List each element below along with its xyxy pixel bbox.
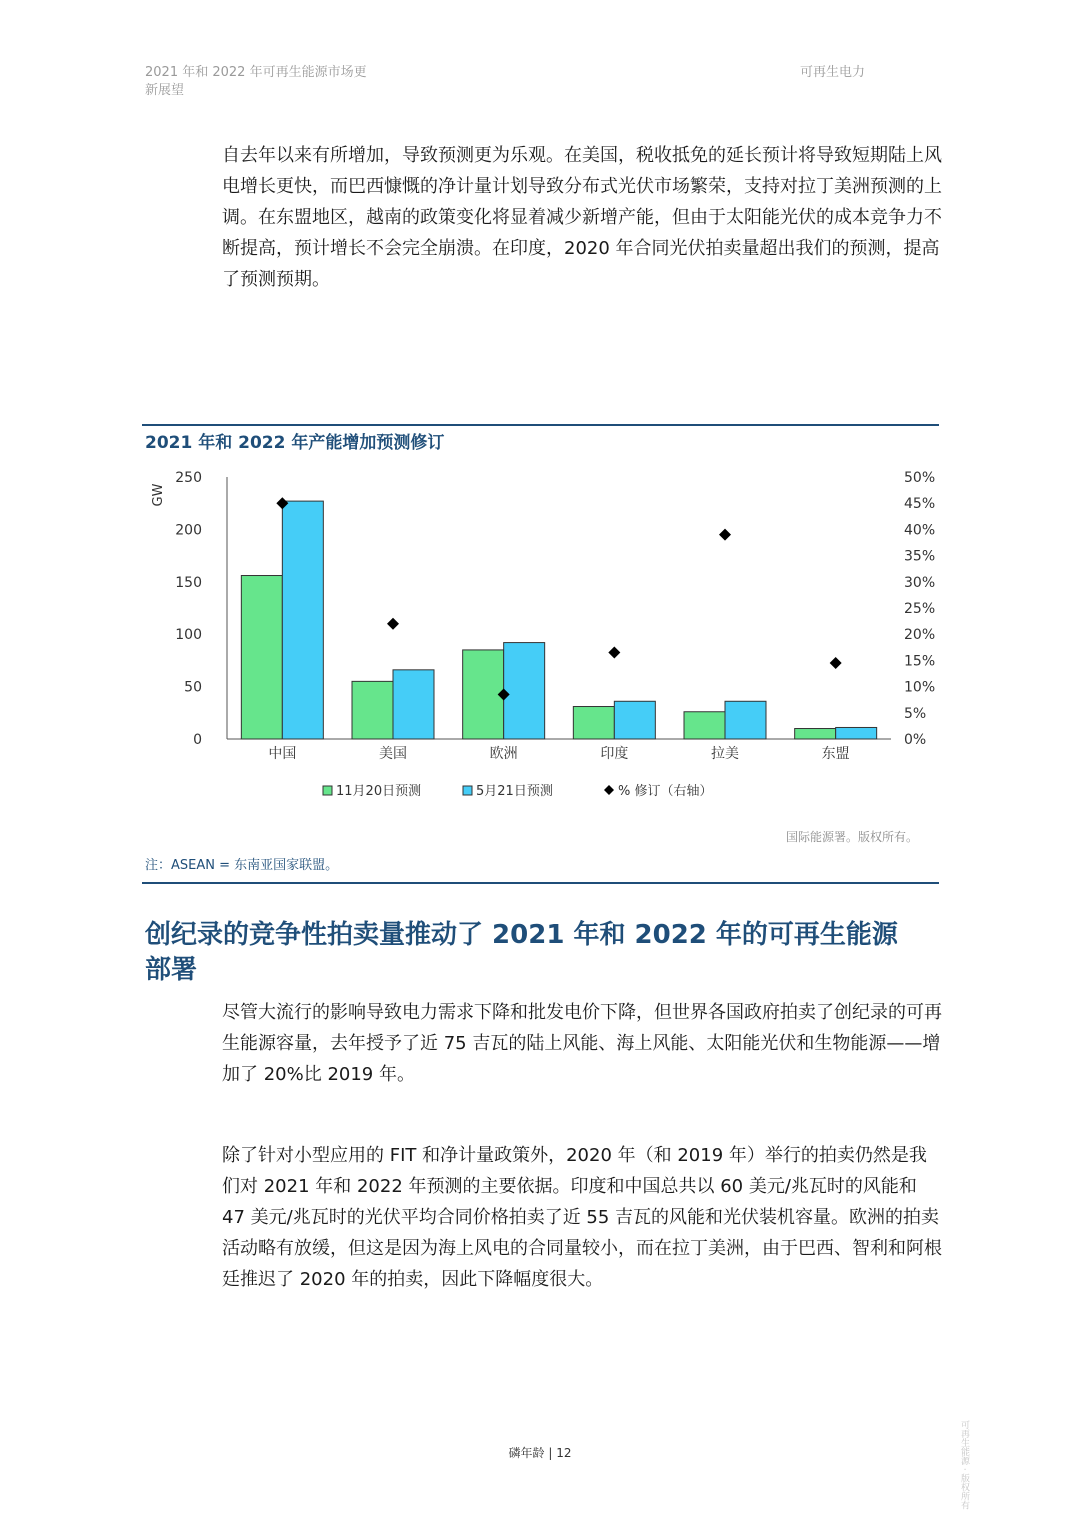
bar-nov20-0 [241, 576, 282, 739]
x-tick-label: 印度 [600, 746, 629, 762]
x-tick-label: 中国 [268, 746, 297, 762]
y-tick-label: 150 [175, 574, 202, 591]
revision-marker-5 [830, 657, 842, 669]
y-tick-label: 200 [175, 522, 202, 539]
section-heading: 创纪录的竞争性拍卖量推动了 2021 年和 2022 年的可再生能源部署 [145, 920, 898, 985]
legend-swatch-0 [323, 786, 332, 795]
running-header-title [145, 64, 405, 100]
y2-tick-label: 20% [904, 627, 936, 644]
bar-nov20-3 [573, 707, 614, 739]
y2-tick-label: 25% [904, 601, 936, 617]
y2-tick-label: 50% [904, 470, 936, 486]
bar-may21-5 [836, 727, 877, 739]
forecast-revision-chart [140, 462, 940, 822]
y2-tick-label: 35% [904, 548, 936, 565]
bar-may21-3 [614, 701, 655, 739]
x-tick-label: 东盟 [821, 746, 850, 762]
figure-title: 2021 年和 2022 年产能增加预测修订 [145, 433, 445, 453]
y2-tick-label: 45% [904, 496, 936, 513]
y-tick-label: 100 [175, 627, 202, 644]
figure-top-rule [142, 424, 939, 426]
y-tick-label: 250 [175, 470, 202, 486]
figure-source: 国际能源署。版权所有。 [786, 830, 919, 844]
running-header-line1: 2021 年和 2022 年可再生能源市场更 [145, 65, 367, 80]
side-watermark: 可再生能源 · 版权所有 [959, 1420, 969, 1510]
revision-marker-4 [719, 529, 731, 541]
revision-marker-3 [608, 647, 620, 659]
x-tick-label: 美国 [379, 746, 407, 762]
figure-bottom-rule [142, 882, 939, 884]
bar-may21-2 [504, 643, 545, 739]
body-paragraph-2: 尽管大流行的影响导致电力需求下降和批发电价下降，但世界各国政府拍卖了创纪录的可再生能源容量，去年授予了近 75 吉瓦的陆上风能、海上风能、太阳能光伏和生物能源——增加了 20%比 2019 年。 [222, 1002, 942, 1085]
legend-label-1: 5月21日预测 [476, 784, 553, 799]
revision-marker-1 [387, 618, 399, 630]
y-axis-label: GW [151, 483, 166, 507]
bar-may21-1 [393, 670, 434, 739]
legend-swatch-2 [604, 785, 614, 795]
running-header-line2: 新展望 [145, 83, 185, 98]
legend-swatch-1 [463, 786, 472, 795]
legend-label-2: % 修订（右轴） [618, 784, 713, 799]
bar-nov20-1 [352, 681, 393, 739]
y-tick-label: 50 [184, 679, 202, 696]
bar-nov20-5 [795, 729, 836, 739]
running-header-section: 可再生电力 [800, 65, 866, 80]
x-tick-label: 欧洲 [489, 746, 518, 762]
y2-tick-label: 40% [904, 522, 936, 539]
y2-tick-label: 0% [904, 732, 927, 748]
bar-may21-4 [725, 701, 766, 739]
bar-nov20-4 [684, 712, 725, 739]
y2-tick-label: 5% [904, 705, 927, 722]
x-tick-label: 拉美 [711, 746, 739, 762]
y2-tick-label: 30% [904, 574, 936, 591]
legend-label-0: 11月20日预测 [336, 784, 422, 799]
y-tick-label: 0 [193, 732, 202, 748]
y2-tick-label: 10% [904, 679, 936, 696]
body-paragraph-1: 自去年以来有所增加，导致预测更为乐观。在美国，税收抵免的延长预计将导致短期陆上风电增长更快，而巴西慷慨的净计量计划导致分布式光伏市场繁荣，支持对拉丁美洲预测的上调。在东盟地区，越南的政策变化将显着减少新增产能，但由于太阳能光伏的成本竞争力不断提高，预计增长不会完全崩溃。在印度，2020 年合同光伏拍卖量超出我们的预测，提高了预测预期。 [222, 145, 942, 290]
page-footer: 磷年龄 | 12 [508, 1446, 572, 1460]
y2-tick-label: 15% [904, 653, 936, 670]
bar-may21-0 [282, 501, 323, 739]
body-paragraph-3: 除了针对小型应用的 FIT 和净计量政策外，2020 年（和 2019 年）举行的拍卖仍然是我们对 2021 年和 2022 年预测的主要依据。印度和中国总共以 60 美元/兆瓦时的风能和 47 美元/兆瓦时的光伏平均合同价格拍卖了近 55 吉瓦的风能和光伏装机容量。欧洲的拍卖活动略有放缓，但这是因为海上风电的合同量较小，而在拉丁美洲，由于巴西、智利和阿根廷推迟了 2020 年的拍卖，因此下降幅度很大。 [222, 1145, 942, 1290]
figure-note: 注：ASEAN = 东南亚国家联盟。 [145, 858, 339, 873]
bar-nov20-2 [463, 650, 504, 739]
